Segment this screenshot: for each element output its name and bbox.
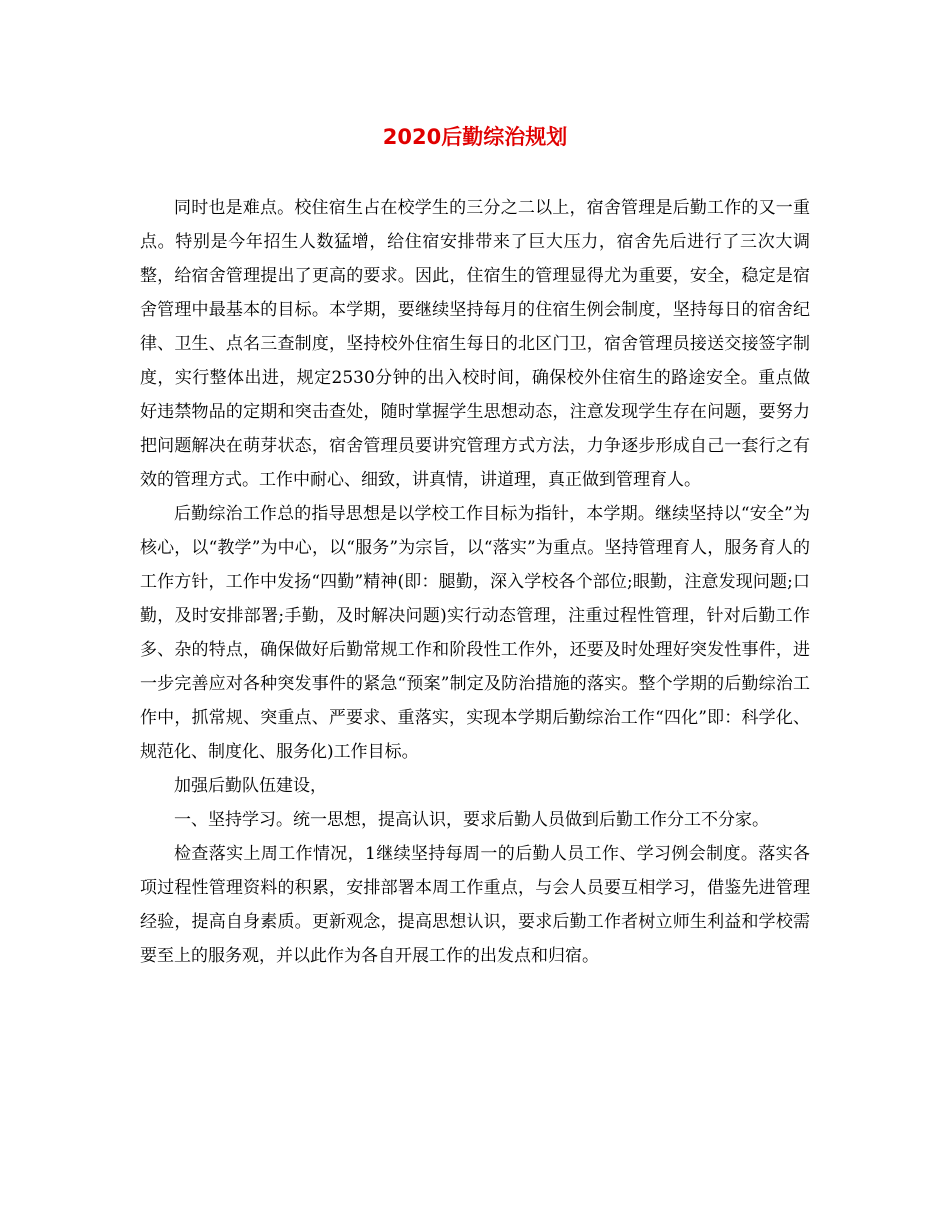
paragraph-4: 一、坚持学习。统一思想，提高认识，要求后勤人员做到后勤工作分工不分家。 <box>174 810 769 830</box>
paragraph-1: 同时也是难点。校住宿生占在校学生的三分之二以上，宿舍管理是后勤工作的又一重点。特别是今年招生人数猛增，给住宿安排带来了巨大压力，宿舍先后进行了三次大调整，给宿舍管理提出了更高的要求。因此，住宿生的管理显得尤为重要，安全，稳定是宿舍管理中最基本的目标。本学期，要继续坚持每月的住宿生例会制度，坚持每日的宿舍纪律、卫生、点名三查制度，坚持校外住宿生每日的北区门卫，宿舍管理员接送交接签字制度，实行整体出进，规定2530分钟的出入校时间，确保校外住宿生的路途安全。重点做好违禁物品的定期和突击查处，随时掌握学生思想动态，注意发现学生存在问题，要努力把问题解决在萌芽状态，宿舍管理员要讲究管理方式方法，力争逐步形成自己一套行之有效的管理方式。工作中耐心、细致，讲真情，讲道理，真正做到管理育人。 <box>140 198 810 490</box>
paragraph-5: 检查落实上周工作情况，1继续坚持每周一的后勤人员工作、学习例会制度。落实各项过程性管理资料的积累，安排部署本周工作重点，与会人员要互相学习，借鉴先进管理经验，提高自身素质。更新观念，提高思想认识，要求后勤工作者树立师生利益和学校需要至上的服务观，并以此作为各自开展工作的出发点和归宿。 <box>140 844 810 966</box>
document-title: 2020后勤综治规划 <box>382 125 568 149</box>
document-body <box>140 191 810 973</box>
paragraph-2: 后勤综治工作总的指导思想是以学校工作目标为指针，本学期。继续坚持以“安全”为核心，以“教学”为中心，以“服务”为宗旨，以“落实”为重点。坚持管理育人，服务育人的工作方针，工作中发扬“四勤”精神(即：腿勤，深入学校各个部位;眼勤，注意发现问题;口勤，及时安排部署;手勤，及时解决问题)实行动态管理，注重过程性管理，针对后勤工作多、杂的特点，确保做好后勤常规工作和阶段性工作外，还要及时处理好突发性事件，进一步完善应对各种突发事件的紧急“预案”制定及防治措施的落实。整个学期的后勤综治工作中，抓常规、突重点、严要求、重落实，实现本学期后勤综治工作“四化”即：科学化、规范化、制度化、服务化)工作目标。 <box>140 504 810 762</box>
paragraph-3: 加强后勤队伍建设， <box>174 776 327 796</box>
